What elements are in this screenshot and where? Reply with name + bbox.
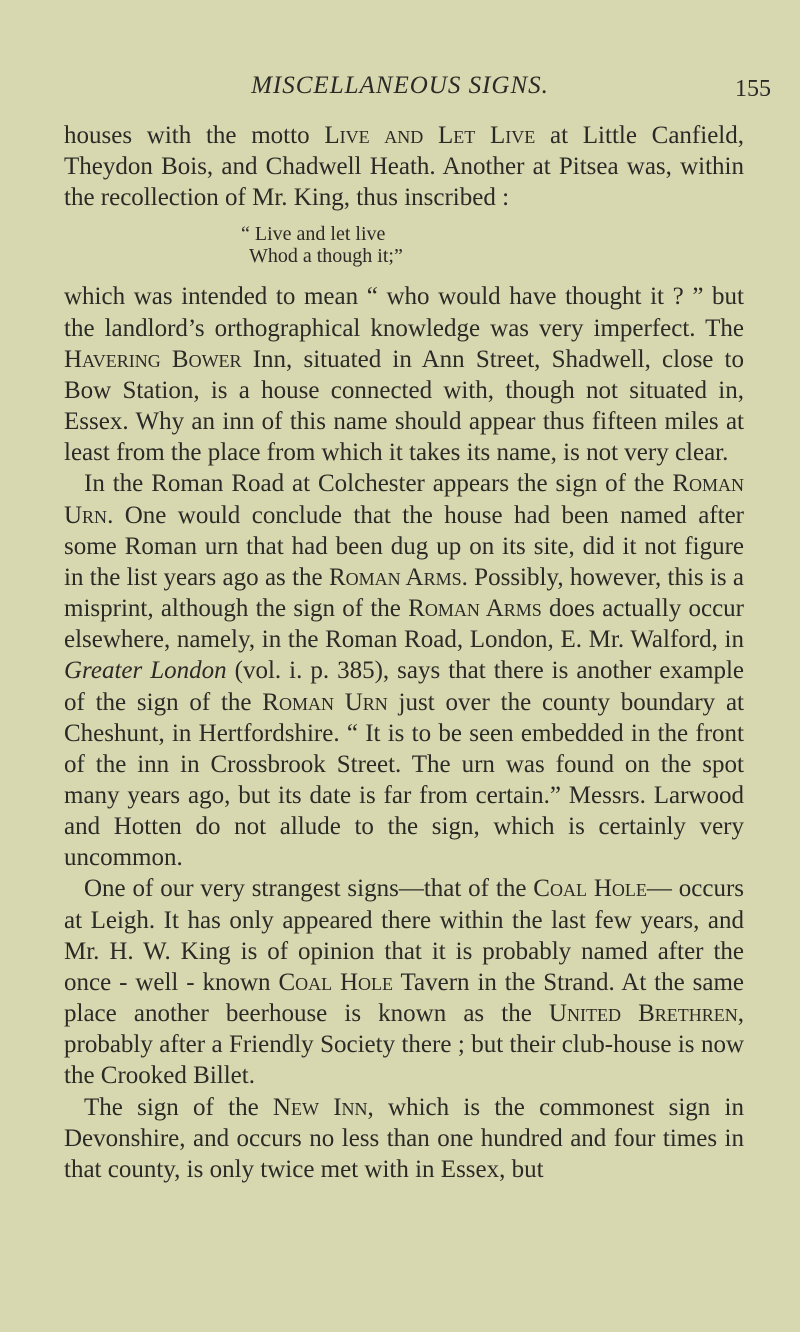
sign-name: Roman Arms: [408, 595, 542, 623]
sign-name: United Brethren: [548, 1000, 738, 1028]
sign-name: Live and Let Live: [324, 122, 536, 149]
paragraph-5: The sign of the New Inn, which is the commonest sign in Devonshire, and occurs no less than one hundred and four times in that county, is only twice met with in Essex, but: [64, 1093, 744, 1183]
page-number: 155: [735, 76, 771, 102]
verse-line: “ Live and let live: [241, 223, 386, 246]
sign-name: Roman Urn: [262, 688, 388, 716]
sign-name: Coal Hole: [278, 968, 394, 996]
verse-line: Whod a though it;”: [249, 245, 403, 268]
sign-name: Roman Urn: [64, 470, 744, 529]
sign-name: Havering Bower: [64, 345, 242, 373]
sign-name: Coal Hole: [533, 875, 647, 903]
paragraph-4: One of our very strangest signs—that of the Coal Hole— occurs at Leigh. It has only appeared there within the last few years, and Mr. H. W. King is of opinion that it is probably named after the once - well - known Coal Hole Tavern in the Strand. At the same place another beerhouse is known as the United Brethren, probably after a Friendly Society there ; but their club-house is now the Crooked Billet.: [64, 875, 745, 1090]
book-title: Greater London: [64, 657, 227, 685]
body-text: [64, 120, 744, 1185]
sign-name: Roman Arms: [328, 563, 462, 591]
sign-name: New Inn: [272, 1093, 368, 1121]
paragraph-2: which was intended to mean “ who would have thought it ? ” but the landlord’s orthographical knowledge was very imperfect. The Havering Bower Inn, situated in Ann Street, Shadwell, close to Bow Station, is a house connected with, though not situated in, Essex. Why an inn of this name should appear thus fifteen miles at least from the place from which it takes its name, is not very clear.: [64, 283, 745, 467]
paragraph-3: In the Roman Road at Colchester appears the sign of the Roman Urn. One would conclude that the house had been named after some Roman urn that had been dug up on its site, did it not figure in the list years ago as the Roman Arms. Possibly, however, this is a misprint, although the sign of the Roman Arms does actually occur elsewhere, namely, in the Roman Road, London, E. Mr. Walford, in Greater London (vol. i. p. 385), says that there is another example of the sign of the Roman Urn just over the county boundary at Cheshunt, in Hertfordshire. “ It is to be seen embedded in the front of the inn in Crossbrook Street. The urn was found on the spot many years ago, but its date is far from certain.” Messrs. Larwood and Hotten do not allude to the sign, which is certainly very uncommon.: [64, 470, 745, 872]
running-title: MISCELLANEOUS SIGNS.: [251, 72, 549, 99]
verse-quotation: [241, 223, 744, 267]
paragraph-1: houses with the motto Live and Let Live at Little Canfield, Theydon Bois, and Chadwell Heath. Another at Pitsea was, within the recollection of Mr. King, thus inscribed :: [64, 122, 744, 212]
